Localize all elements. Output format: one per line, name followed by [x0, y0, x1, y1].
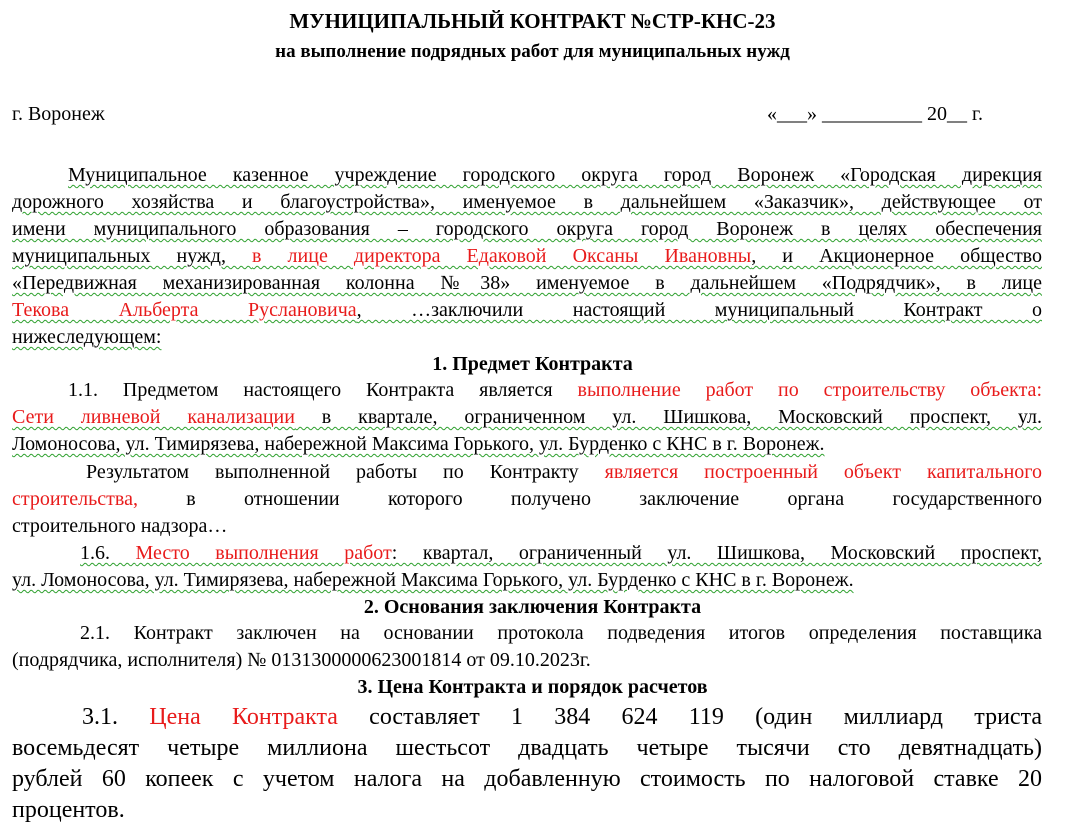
clause-line: 2.1. Контракт заключен на основании протокола подведения итогов определения поставщика [80, 622, 1042, 644]
clause-line: 1.1. Предметом настоящего Контракта является выполнение работ по строительству объекта: [68, 379, 1042, 401]
contractor-rep-name: Текова Альберта Руслановича [12, 299, 357, 321]
clause-line: 1.6. Место выполнения работ: квартал, ограниченный ул. Шишкова, Московский проспект, [80, 542, 1042, 564]
clause-1-6 [12, 540, 1042, 594]
intro-line: Муниципальное казенное учреждение городского округа город Воронеж «Городская дирекция [68, 164, 1042, 186]
intro-line: дорожного хозяйства и благоустройства», именуемое в дальнейшем «Заказчик», действующее от [12, 191, 1042, 213]
work-location-label: Место выполнения работ [135, 542, 392, 564]
clause-line: строительного надзора… [12, 515, 228, 537]
section-1-heading: 1. Предмет Контракта [432, 353, 633, 375]
section-3-heading: 3. Цена Контракта и порядок расчетов [357, 676, 708, 698]
clause-line: Ломоносова, ул. Тимирязева, набережной Максима Горького, ул. Бурденко с КНС в г. Воронеж. [12, 433, 825, 455]
clause-line: строительства, в отношении которого получено заключение органа государственного [12, 488, 1042, 510]
clause-line: восемьдесят четыре миллиона шестьсот двадцать четыре тысячи сто девятнадцать) [12, 735, 1042, 761]
contract-date: «___» __________ 20__ г. [767, 103, 983, 125]
clause-2-1 [12, 620, 1042, 674]
result-paragraph [12, 459, 1042, 540]
contract-price-label: Цена Контракта [149, 704, 338, 730]
intro-line: имени муниципального образования – городского округа город Воронеж в целях обеспечения [12, 218, 1042, 240]
intro-paragraph [12, 162, 1042, 351]
result-highlight: является построенный объект капитального [604, 461, 1043, 483]
work-subject: выполнение работ по строительству объекта: [577, 379, 1042, 401]
intro-line: нижеследующем: [12, 326, 162, 348]
clause-line: Сети ливневой канализации в квартале, ограниченном ул. Шишкова, Московский проспект, ул. [12, 406, 1042, 428]
clause-line: рублей 60 копеек с учетом налога на добавленную стоимость по налоговой ставке 20 [12, 766, 1042, 792]
clause-line: ул. Ломоносова, ул. Тимирязева, набережной Максима Горького, ул. Бурденко с КНС в г. Воронеж. [12, 569, 854, 591]
clause-line: Результатом выполненной работы по Контракту является построенный объект капитального [86, 461, 1043, 483]
clause-3-1 [12, 702, 1042, 826]
contract-place: г. Воронеж [12, 103, 105, 125]
clause-1-1 [12, 377, 1042, 458]
intro-line: «Передвижная механизированная колонна №38» именуемое в дальнейшем «Подрядчик», в лице [12, 272, 1042, 294]
intro-line: Текова Альберта Руслановича, …заключили настоящий муниципальный Контракт о [12, 299, 1042, 321]
contract-subtitle: на выполнение подрядных работ для муниципальных нужд [275, 41, 790, 62]
clause-line: 3.1. Цена Контракта составляет 1 384 624 119 (один миллиард триста [82, 704, 1042, 730]
director-name: в лице директора Едаковой Оксаны Ивановны [252, 245, 752, 267]
intro-line: муниципальных нужд, в лице директора Едаковой Оксаны Ивановны, и Акционерное общество [12, 245, 1042, 267]
object-name: Сети ливневой канализации [12, 406, 295, 428]
contract-title: МУНИЦИПАЛЬНЫЙ КОНТРАКТ №СТР-КНС-23 [289, 9, 776, 33]
clause-line: процентов. [12, 797, 125, 823]
section-2-heading: 2. Основания заключения Контракта [363, 596, 702, 618]
clause-line: (подрядчика, исполнителя) № 0131300000623001814 от 09.10.2023г. [12, 649, 591, 671]
